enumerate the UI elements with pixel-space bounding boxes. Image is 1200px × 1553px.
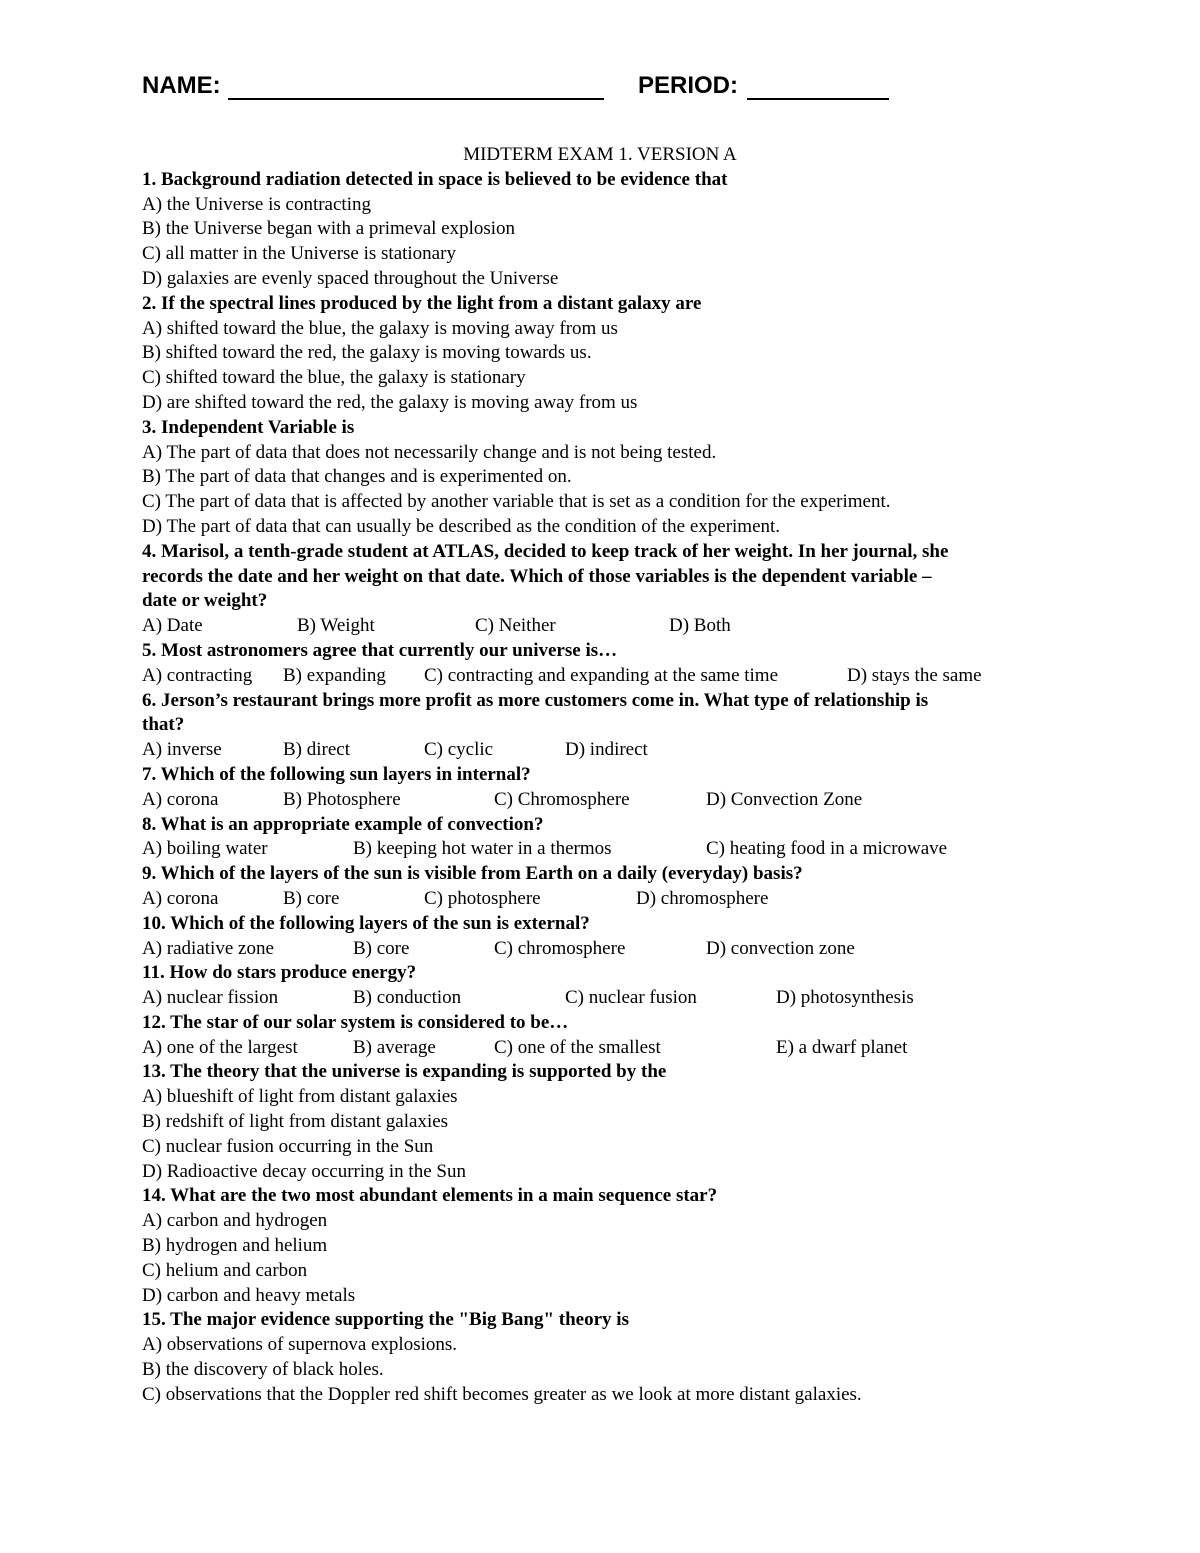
q13-option-a: A) blueshift of light from distant galaxies (142, 1086, 458, 1108)
q12-option-c: C) one of the smallest (494, 1036, 661, 1058)
q11-option-a: A) nuclear fission (142, 987, 279, 1009)
q2-option-d: D) are shifted toward the red, the galaxy is moving away from us (142, 391, 638, 413)
question-1: 1. Background radiation detected in space is believed to be evidence that (142, 168, 728, 190)
question-9: 9. Which of the layers of the sun is visible from Earth on a daily (everyday) basis? (142, 863, 803, 885)
q2-option-a: A) shifted toward the blue, the galaxy is moving away from us (142, 317, 618, 339)
question-6-line-1: 6. Jerson’s restaurant brings more profit as more customers come in. What type of relationship is (142, 689, 929, 711)
q5-option-a: A) contracting (142, 664, 253, 686)
q11-options (142, 986, 1152, 1011)
q1-option-a: A) the Universe is contracting (142, 193, 371, 215)
q7-option-d: D) Convection Zone (706, 788, 863, 810)
question-4-line-2: records the date and her weight on that date. Which of those variables is the dependent variable – (142, 565, 932, 587)
q3-option-b: B) The part of data that changes and is experimented on. (142, 466, 572, 488)
q8-option-c: C) heating food in a microwave (706, 838, 948, 860)
question-11: 11. How do stars produce energy? (142, 962, 417, 984)
q13-option-b: B) redshift of light from distant galaxies (142, 1111, 449, 1133)
exam-title: MIDTERM EXAM 1. VERSION A (463, 144, 737, 165)
question-10: 10. Which of the following layers of the sun is external? (142, 912, 590, 934)
q13-option-c: C) nuclear fusion occurring in the Sun (142, 1135, 434, 1157)
q7-option-b: B) Photosphere (283, 788, 401, 810)
q4-option-a: A) Date (142, 615, 203, 637)
q3-option-a: A) The part of data that does not necessarily change and is not being tested. (142, 441, 717, 463)
q14-option-a: A) carbon and hydrogen (142, 1210, 328, 1232)
q5-options (142, 664, 1152, 689)
period-label: PERIOD: (638, 72, 739, 99)
q10-option-a: A) radiative zone (142, 937, 274, 959)
period-blank-line[interactable] (747, 98, 889, 100)
q11-option-b: B) conduction (353, 987, 462, 1009)
q6-option-c: C) cyclic (424, 739, 494, 761)
q1-option-b: B) the Universe began with a primeval explosion (142, 218, 516, 240)
q12-option-a: A) one of the largest (142, 1036, 298, 1058)
exam-content (142, 143, 1152, 1408)
question-5: 5. Most astronomers agree that currently our universe is… (142, 639, 618, 661)
q1-option-c: C) all matter in the Universe is stationary (142, 243, 456, 265)
q9-option-b: B) core (283, 887, 340, 909)
q9-options (142, 887, 1152, 912)
question-6-line-2: that? (142, 714, 185, 736)
q10-option-c: C) chromosphere (494, 937, 626, 959)
q8-options (142, 837, 1152, 862)
q1-option-d: D) galaxies are evenly spaced throughout the Universe (142, 267, 559, 289)
question-13: 13. The theory that the universe is expanding is supported by the (142, 1061, 667, 1083)
q6-option-b: B) direct (283, 739, 351, 761)
q10-option-b: B) core (353, 937, 410, 959)
q11-option-d: D) photosynthesis (776, 987, 914, 1009)
q13-option-d: D) Radioactive decay occurring in the Sun (142, 1160, 466, 1182)
q8-option-a: A) boiling water (142, 838, 268, 860)
q9-option-a: A) corona (142, 887, 219, 909)
q3-option-c: C) The part of data that is affected by another variable that is set as a condition for the experiment. (142, 491, 891, 513)
q2-option-c: C) shifted toward the blue, the galaxy is stationary (142, 367, 526, 389)
q4-option-d: D) Both (669, 615, 731, 637)
q4-option-b: B) Weight (297, 615, 375, 637)
name-label: NAME: (142, 72, 221, 99)
q12-options (142, 1036, 1152, 1061)
q14-option-c: C) helium and carbon (142, 1259, 308, 1281)
q9-option-c: C) photosphere (424, 887, 541, 909)
question-4-line-1: 4. Marisol, a tenth-grade student at ATLAS, decided to keep track of her weight. In her journal, she (142, 540, 949, 562)
question-15: 15. The major evidence supporting the "Big Bang" theory is (142, 1309, 629, 1331)
q15-option-c: C) observations that the Doppler red shift becomes greater as we look at more distant galaxies. (142, 1383, 862, 1405)
q3-option-d: D) The part of data that can usually be described as the condition of the experiment. (142, 515, 781, 537)
q6-options (142, 738, 1152, 763)
q4-option-c: C) Neither (475, 615, 556, 637)
q4-options (142, 614, 1152, 639)
name-blank-line[interactable] (228, 98, 604, 100)
q5-option-c: C) contracting and expanding at the same time (424, 664, 779, 686)
q6-option-a: A) inverse (142, 739, 222, 761)
q8-option-b: B) keeping hot water in a thermos (353, 838, 612, 860)
student-header (142, 68, 1160, 108)
q12-option-e: E) a dwarf planet (776, 1036, 908, 1058)
question-4-line-3: date or weight? (142, 590, 268, 612)
q7-options (142, 788, 1152, 813)
question-12: 12. The star of our solar system is considered to be… (142, 1011, 569, 1033)
question-3: 3. Independent Variable is (142, 416, 355, 438)
q5-option-d: D) stays the same (847, 664, 982, 686)
q12-option-b: B) average (353, 1036, 436, 1058)
question-14: 14. What are the two most abundant elements in a main sequence star? (142, 1185, 718, 1207)
q15-option-b: B) the discovery of black holes. (142, 1359, 384, 1381)
q15-option-a: A) observations of supernova explosions. (142, 1334, 458, 1356)
q2-option-b: B) shifted toward the red, the galaxy is moving towards us. (142, 342, 592, 364)
question-7: 7. Which of the following sun layers in internal? (142, 763, 531, 785)
q7-option-c: C) Chromosphere (494, 788, 630, 810)
question-8: 8. What is an appropriate example of convection? (142, 813, 544, 835)
q14-option-d: D) carbon and heavy metals (142, 1284, 356, 1306)
q5-option-b: B) expanding (283, 664, 386, 686)
q10-option-d: D) convection zone (706, 937, 855, 959)
q6-option-d: D) indirect (565, 739, 648, 761)
q10-options (142, 937, 1152, 962)
question-2: 2. If the spectral lines produced by the light from a distant galaxy are (142, 292, 702, 314)
q11-option-c: C) nuclear fusion (565, 987, 697, 1009)
q9-option-d: D) chromosphere (636, 887, 769, 909)
q14-option-b: B) hydrogen and helium (142, 1235, 328, 1257)
q7-option-a: A) corona (142, 788, 219, 810)
